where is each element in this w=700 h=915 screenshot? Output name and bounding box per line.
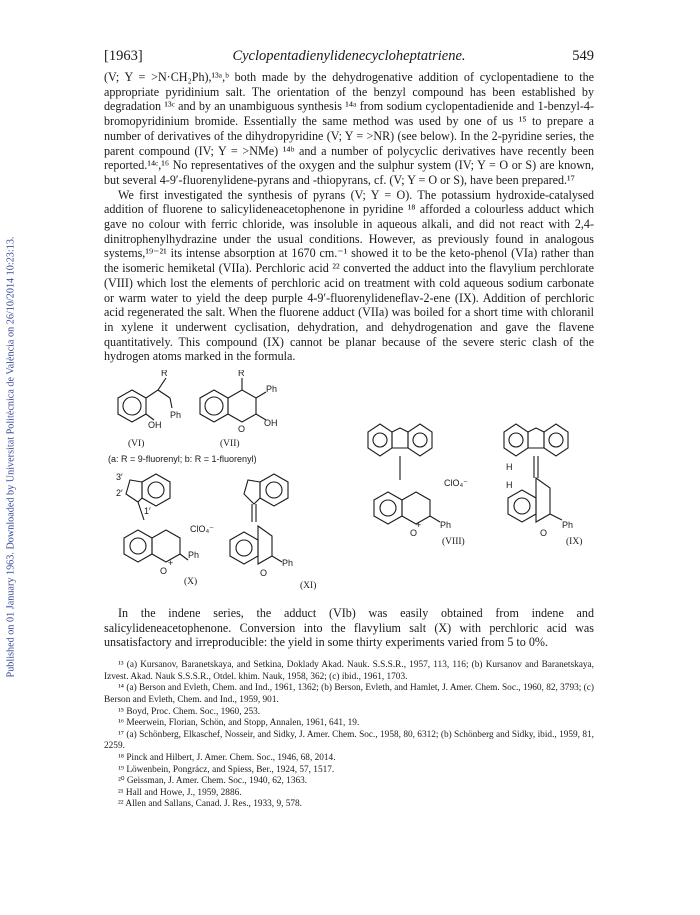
atom-Ph: Ph xyxy=(188,550,200,561)
structure-VIII xyxy=(368,424,468,538)
footnote: ¹⁷ (a) Schönberg, Elkaschef, Nosseir, and Sidky, J. Amer. Chem. Soc., 1958, 80, 6312; (b) Schönberg and Sidky, ibid., 1959, 81, 2259. xyxy=(104,729,594,752)
atom-3-prime: 3′ xyxy=(116,472,123,483)
footnote: ¹⁸ Pinck and Hilbert, J. Amer. Chem. Soc., 1946, 68, 2014. xyxy=(118,752,336,763)
atom-ClO4: ClO₄⁻ xyxy=(444,478,468,489)
structure-XI xyxy=(230,474,293,578)
structure-X xyxy=(116,472,214,576)
label-VIII: (VIII) xyxy=(442,537,465,548)
atom-plus: + xyxy=(168,558,174,569)
atom-Ph: Ph xyxy=(170,410,182,421)
atom-Ph: Ph xyxy=(266,384,278,395)
chemical-structures xyxy=(104,370,594,606)
structures-figure xyxy=(104,370,594,606)
structure-VII xyxy=(200,370,278,434)
atom-OH: OH xyxy=(148,420,162,431)
atom-2-prime: 2′ xyxy=(116,488,123,499)
atom-O: O xyxy=(260,568,268,579)
label-VI: (VI) xyxy=(128,439,145,450)
footnote: ²¹ Hall and Howe, J., 1959, 2886. xyxy=(118,787,242,798)
atom-Ph: Ph xyxy=(282,558,294,569)
paragraph-3: In the indene series, the adduct (VIb) was easily obtained from indene and salicylideneacetophenone. Conversion into the flavylium salt (X) with perchloric acid was unsatisfactory and irreproducible: the yield in some thirty experiments varied from 5 to 0%. xyxy=(104,606,594,650)
paragraph-2: We first investigated the synthesis of pyrans (V; Y = O). The potassium hydroxide-catalysed addition of fluorene to salicylideneacetophenone in pyridine ¹⁸ afforded a colourless adduct which gave no colour with ferric chloride, was insoluble in aqueous alkali, and did not react with 2,4-dinitrophenylhydrazine under the usual conditions. However, as previously found in analogous systems,¹⁹⁻²¹ its intense absorption at 1670 cm.⁻¹ showed it to be the keto-phenol (VIa) rather than the isomeric hemiketal (VIIa). Perchloric acid ²² converted the adduct into the flavylium perchlorate (VIII) which lost the elements of perchloric acid on treatment with cold aqueous sodium carbonate or warm water to yield the deep purple 4-9′-fluorenylideneflav-2-ene (IX). Addition of perchloric acid regenerated the salt. When the fluorene adduct (VIIa) was boiled for a short time with chloranil in xylene it underwent cyclisation, dehydration, and dehydrogenation and gave the flavene quantitatively. This compound (IX) cannot be planar because of the severe steric clash of the hydrogen atoms marked in the formula. xyxy=(104,187,594,364)
atom-ClO4: ClO₄⁻ xyxy=(190,524,214,535)
footnote: ¹³ (a) Kursanov, Baranetskaya, and Setkina, Doklady Akad. Nauk. S.S.S.R., 1957, 113, 116; (b) Kursanov and Baranetskaya, Izvest. Akad. Nauk S.S.S.R., Otdel. khim. Nauk, 1958, 362; (c) ibid., 1961, 1703. xyxy=(104,660,594,682)
atom-plus: + xyxy=(416,520,422,531)
footnote: ¹⁵ Boyd, Proc. Chem. Soc., 1960, 253. xyxy=(118,706,261,717)
footnote: ²⁰ Geissman, J. Amer. Chem. Soc., 1940, 62, 1363. xyxy=(118,776,308,787)
atom-H: H xyxy=(506,480,513,491)
after-figure-text xyxy=(104,606,594,650)
atom-Ph: Ph xyxy=(440,520,452,531)
atom-O: O xyxy=(410,528,418,539)
atom-R: R xyxy=(238,370,245,379)
atom-O: O xyxy=(160,566,168,577)
download-sidebar xyxy=(0,0,22,915)
footnote: ¹⁶ Meerwein, Florian, Schön, and Stopp, Annalen, 1961, 641, 19. xyxy=(118,718,360,729)
running-header xyxy=(104,48,594,70)
structure-IX xyxy=(504,424,573,538)
header-year: [1963] xyxy=(104,48,143,64)
atom-OH: OH xyxy=(264,418,278,429)
footnotes xyxy=(104,660,594,811)
header-title: Cyclopentadienylidenecycloheptatriene. xyxy=(232,48,466,64)
article-page xyxy=(104,48,594,811)
atom-O: O xyxy=(238,424,246,435)
atom-R: R xyxy=(161,370,168,379)
atom-1-prime: 1′ xyxy=(144,506,151,517)
body-text xyxy=(104,70,594,364)
footnote: ¹⁹ Löwenbein, Pongrácz, and Spiess, Ber., 1924, 57, 1517. xyxy=(118,764,335,775)
label-X: (X) xyxy=(184,577,198,588)
label-XI: (XI) xyxy=(300,581,317,592)
footnote: ¹⁴ (a) Berson and Evleth, Chem. and Ind., 1961, 1362; (b) Berson, Evleth, and Hamlet, J. Amer. Chem. Soc., 1960, 82, 3793; (c) Berson and Evleth, Chem. and Ind., 1959, 901. xyxy=(104,683,594,705)
structure-VI xyxy=(118,370,181,430)
label-IX: (IX) xyxy=(566,537,583,548)
download-note: Published on 01 January 1963. Downloaded by Universitat Politècnica de València on 26/10/2014 10:23:13. xyxy=(5,236,17,678)
page-number: 549 xyxy=(572,48,594,64)
atom-O: O xyxy=(540,528,548,539)
label-VII: (VII) xyxy=(220,439,240,450)
atom-H: H xyxy=(506,462,513,473)
paragraph-1: (V; Y = >N·CH₂Ph),¹³ᵃ,ᵇ both made by the dehydrogenative addition of cyclopentadiene to the appropriate pyridinium salt. The orientation of the benzyl compound has been established by degradation ¹³ᶜ and by an unambiguous synthesis ¹⁴ᵃ from sodium cyclopentadienide and 1-benzyl-4-bromopyridinium bromide. Essentially the same method was used by one of us ¹⁵ to prepare a number of derivatives of the dihydropyridine (V; Y = >NR) (see below). In the 2-pyridine series, the parent compound (IV; Y = >NMe) ¹⁴ᵇ and a number of polycyclic derivatives have recently been reported.¹⁴ᶜ,¹⁶ No representatives of the oxygen and the sulphur system (IV; Y = O or S) are known, but several 4-9′-fluorenylidene-pyrans and -thiopyrans, cf. (V; Y = O or S), have been prepared.¹⁷ xyxy=(104,70,594,187)
footnote: ²² Allen and Sallans, Canad. J. Res., 1933, 9, 578. xyxy=(118,799,303,810)
atom-Ph: Ph xyxy=(562,520,574,531)
structures-caption: (a: R = 9-fluorenyl; b: R = 1-fluorenyl) xyxy=(108,454,257,465)
